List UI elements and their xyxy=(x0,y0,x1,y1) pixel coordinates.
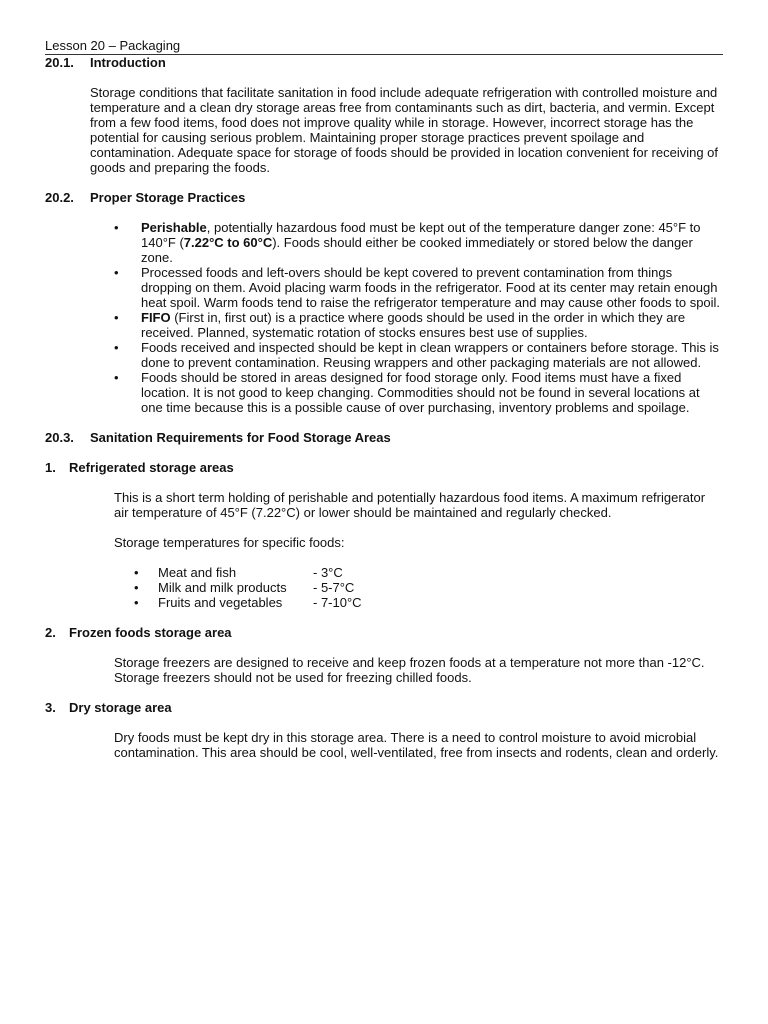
list-item xyxy=(114,265,723,310)
food-name: Meat and fish xyxy=(158,565,237,580)
section-title: Introduction xyxy=(90,55,166,70)
section-heading-proper-storage xyxy=(45,190,723,205)
section-number: 20.3. xyxy=(45,430,74,445)
food-temperature-list xyxy=(134,565,723,610)
section-number: 20.1. xyxy=(45,55,74,70)
bullet-icon: • xyxy=(134,595,139,610)
bold-term: Perishable xyxy=(141,220,207,235)
section-number: 20.2. xyxy=(45,190,74,205)
section-heading-introduction xyxy=(45,55,723,70)
subheading-dry xyxy=(45,700,723,715)
subsection-number: 2. xyxy=(45,625,56,640)
section-title: Sanitation Requirements for Food Storage Areas xyxy=(90,430,391,445)
subheading-frozen xyxy=(45,625,723,640)
list-item xyxy=(134,580,723,595)
food-name: Fruits and vegetables xyxy=(158,595,283,610)
frozen-paragraph: Storage freezers are designed to receive and keep frozen foods at a temperature not more than -12°C. Storage freezers should not be used for freezing chilled foods. xyxy=(114,655,705,685)
subsection-title: Refrigerated storage areas xyxy=(69,460,234,475)
list-item-text: , potentially hazardous food must be kept out of the temperature danger zone: 45°F to 140°F ( xyxy=(141,220,701,250)
food-name: Milk and milk products xyxy=(158,580,287,595)
bullet-icon: • xyxy=(114,310,119,325)
section-heading-sanitation xyxy=(45,430,723,445)
list-item-text: (First in, first out) is a practice where goods should be used in the order in which they are received. Planned, systematic rotation of stocks ensures best use of supplies. xyxy=(141,310,686,340)
bold-term: 7.22°C to 60°C xyxy=(183,235,273,250)
subsection-title: Frozen foods storage area xyxy=(69,625,232,640)
introduction-paragraph: Storage conditions that facilitate sanitation in food include adequate refrigeration with controlled moisture and temperature and a clean dry storage areas free from contaminants such as dirt, bacteria, and vermin. Except from a few food items, food does not improve quality while in storage. However, incorrect storage has the potential for causing serious problem. Maintaining proper storage practices prevent spoilage and contamination. Adequate space for storage of foods should be provided in location convenient for receiving of goods and preparing the foods. xyxy=(90,85,719,175)
bullet-icon: • xyxy=(114,370,119,385)
list-item xyxy=(114,370,723,415)
list-item-text: Foods should be stored in areas designed for food storage only. Food items must have a fixed location. It is not good to keep changing. Commodities should not be found in several locations at one time because this is a possible cause of over purchasing, inventory problems and spoilage. xyxy=(141,370,700,415)
page-header: Lesson 20 – Packaging xyxy=(45,38,723,55)
list-item xyxy=(114,220,723,265)
refrigerated-paragraph: This is a short term holding of perishable and potentially hazardous food items. A maximum refrigerator air temperature of 45°F (7.22°C) or lower should be maintained and regularly checked. xyxy=(114,490,706,520)
subsection-number: 3. xyxy=(45,700,56,715)
list-item xyxy=(114,340,723,370)
list-item xyxy=(134,565,723,580)
bullet-icon: • xyxy=(114,220,119,235)
list-item xyxy=(134,595,723,610)
food-temperature: - 3°C xyxy=(313,565,343,580)
list-item-text: ). Foods should either be cooked immediately or stored below the danger zone. xyxy=(141,235,693,265)
bold-term: FIFO xyxy=(141,310,171,325)
document-page xyxy=(45,38,723,760)
temperatures-intro: Storage temperatures for specific foods: xyxy=(114,535,345,550)
list-item xyxy=(114,310,723,340)
dry-paragraph: Dry foods must be kept dry in this storage area. There is a need to control moisture to avoid microbial contamination. This area should be cool, well-ventilated, free from insects and rodents, clean and orderly. xyxy=(114,730,719,760)
bullet-icon: • xyxy=(134,580,139,595)
subheading-refrigerated xyxy=(45,460,723,475)
subsection-title: Dry storage area xyxy=(69,700,172,715)
food-temperature: - 7-10°C xyxy=(313,595,362,610)
bullet-icon: • xyxy=(114,340,119,355)
storage-practices-list xyxy=(114,220,723,415)
list-item-text: Foods received and inspected should be kept in clean wrappers or containers before storage. This is done to prevent contamination. Reusing wrappers and other packaging materials are not allowed. xyxy=(141,340,719,370)
bullet-icon: • xyxy=(134,565,139,580)
subsection-number: 1. xyxy=(45,460,56,475)
bullet-icon: • xyxy=(114,265,119,280)
list-item-text: Processed foods and left-overs should be kept covered to prevent contamination from things dropping on them. Avoid placing warm foods in the refrigerator. Food at its center may retain enough heat spoil. Warm foods tend to raise the refrigerator temperature and may cause other foods to spoil. xyxy=(141,265,721,310)
section-title: Proper Storage Practices xyxy=(90,190,246,205)
food-temperature: - 5-7°C xyxy=(313,580,355,595)
